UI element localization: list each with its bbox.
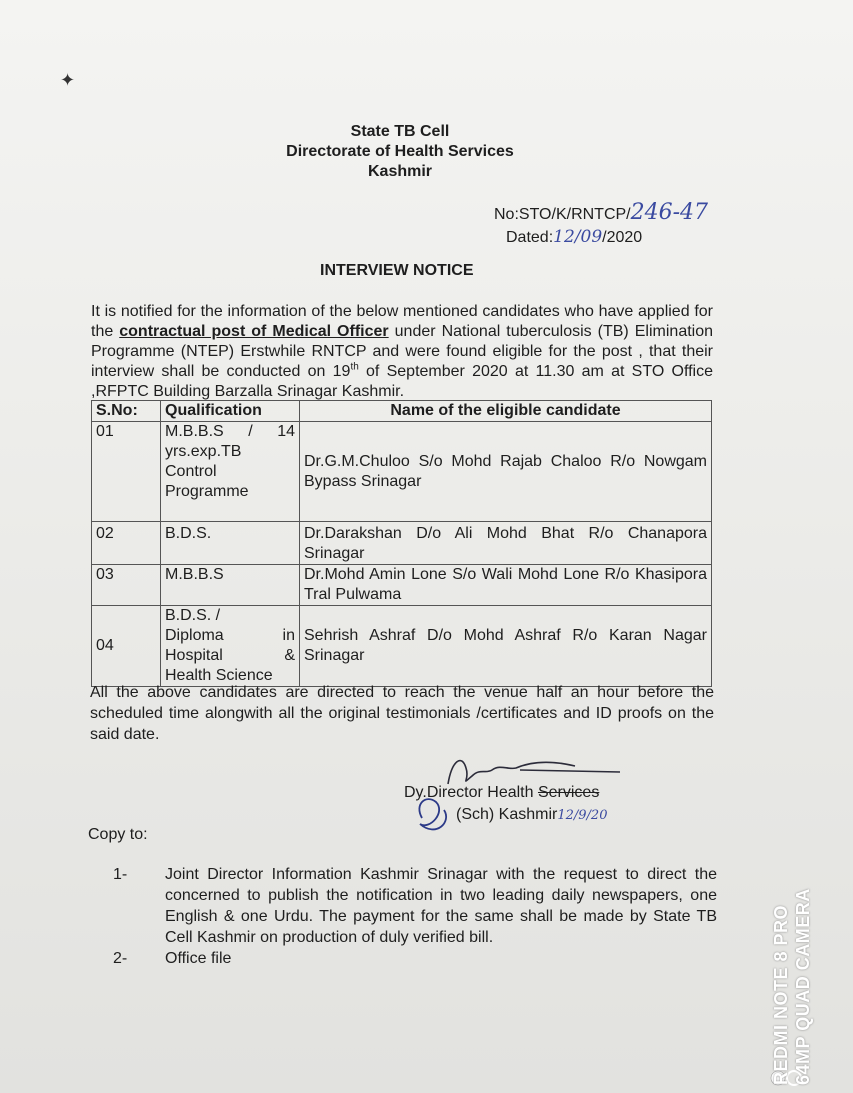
corner-mark-icon: ✦ xyxy=(60,70,76,90)
table-row xyxy=(92,565,712,606)
watermark-line-1: REDMI NOTE 8 PRO xyxy=(771,904,791,1085)
row-candidate: Sehrish Ashraf D/o Mohd Ashraf R/o Karan Nagar Srinagar xyxy=(300,606,712,687)
notice-text-2: under National tuberculosis (TB) Elimination Programme (NTEP) Erstwhile RNTCP and were found eligible for the post , that their interview shall be conducted on 19 xyxy=(91,323,714,380)
reference-block xyxy=(494,202,708,249)
qualification-line: Health Science xyxy=(165,667,273,684)
row-qualification xyxy=(161,422,300,522)
camera-watermark xyxy=(770,845,814,1085)
list-item-text: Office file xyxy=(165,950,232,967)
qualification-sep: / xyxy=(248,423,253,440)
header-line-2: Directorate of Health Services xyxy=(286,143,514,160)
notice-sup: th xyxy=(350,361,359,373)
table-header-row xyxy=(92,401,712,422)
notice-paragraph xyxy=(91,302,713,402)
list-item-text: Joint Director Information Kashmir Srinagar with the request to direct the concerned to publish the notification in two leading daily newspapers, one English & one Urdu. The payment for the same shall be made by State TB Cell Kashmir on production of duly verified bill. xyxy=(165,866,717,946)
closing-paragraph: All the above candidates are directed to reach the venue half an hour before the scheduled time alongwith all the original testimonials /certificates and ID proofs on the said date. xyxy=(90,684,714,743)
signature-date-handwritten: 12/9/20 xyxy=(557,808,608,823)
header-line-1: State TB Cell xyxy=(350,123,450,140)
row-candidate: Dr.Mohd Amin Lone S/o Wali Mohd Lone R/o Khasipora Tral Pulwama xyxy=(300,565,712,606)
header-line-3: Kashmir xyxy=(367,163,433,180)
row-qualification: B.D.S. xyxy=(161,522,300,565)
letterhead xyxy=(260,122,540,182)
table-row xyxy=(92,606,712,687)
list-item-number: 1- xyxy=(113,866,128,883)
row-candidate: Dr.G.M.Chuloo S/o Mohd Rajab Chaloo R/o Nowgam Bypass Srinagar xyxy=(300,422,712,522)
header-sno: S.No: xyxy=(92,401,161,422)
row-sno: 02 xyxy=(92,522,161,565)
row-sno: 04 xyxy=(92,606,161,687)
qualification-rest: yrs.exp.TB Control Programme xyxy=(165,443,249,500)
signatory-title: Health xyxy=(487,784,538,801)
reference-number-handwritten: 246-47 xyxy=(630,200,709,225)
dated-separator: / xyxy=(574,227,581,247)
dated-month: 09 xyxy=(580,227,603,247)
header-qualification: Qualification xyxy=(161,401,300,422)
row-qualification xyxy=(161,606,300,687)
dated-label: Dated: xyxy=(506,229,554,246)
table-row xyxy=(92,422,712,522)
notice-post-title: contractual post of Medical Officer xyxy=(119,323,389,340)
list-item-number: 2- xyxy=(113,950,128,967)
qualification-part: in xyxy=(282,627,295,644)
qualification-part: & xyxy=(284,647,295,664)
signature-block xyxy=(404,782,607,827)
qualification-part: Diploma xyxy=(165,627,224,644)
qualification-part: 14 xyxy=(277,423,295,440)
qualification-part: M.B.B.S xyxy=(165,423,224,440)
row-candidate: Dr.Darakshan D/o Ali Mohd Bhat R/o Chanapora Srinagar xyxy=(300,522,712,565)
qualification-part: Hospital xyxy=(165,647,223,664)
row-sno: 03 xyxy=(92,565,161,606)
header-candidate: Name of the eligible candidate xyxy=(300,401,712,422)
signatory-title-struck: Services xyxy=(537,784,600,801)
dated-year: /2020 xyxy=(602,229,643,246)
signatory-office: (Sch) Kashmir xyxy=(456,806,558,823)
copy-to-label: Copy to: xyxy=(88,826,148,843)
row-qualification: M.B.B.S xyxy=(161,565,300,606)
notice-text-1: It is notified for the information of the below mentioned candidates who have applied for the xyxy=(91,303,713,340)
candidates-table xyxy=(91,400,712,687)
dated-day: 12 xyxy=(553,227,575,247)
signatory-title: Dy.Director xyxy=(404,784,488,801)
notice-text-3: of September 2020 at 11.30 am at STO Office ,RFPTC Building Barzalla Srinagar Kashmir. xyxy=(91,363,713,400)
notice-title: INTERVIEW NOTICE xyxy=(320,262,474,279)
row-sno: 01 xyxy=(92,422,161,522)
watermark-line-2: 64MP QUAD CAMERA xyxy=(793,888,813,1085)
table-row xyxy=(92,522,712,565)
reference-number-label: No:STO/K/RNTCP/ xyxy=(494,206,631,223)
qualification-line: B.D.S. / xyxy=(165,607,221,624)
